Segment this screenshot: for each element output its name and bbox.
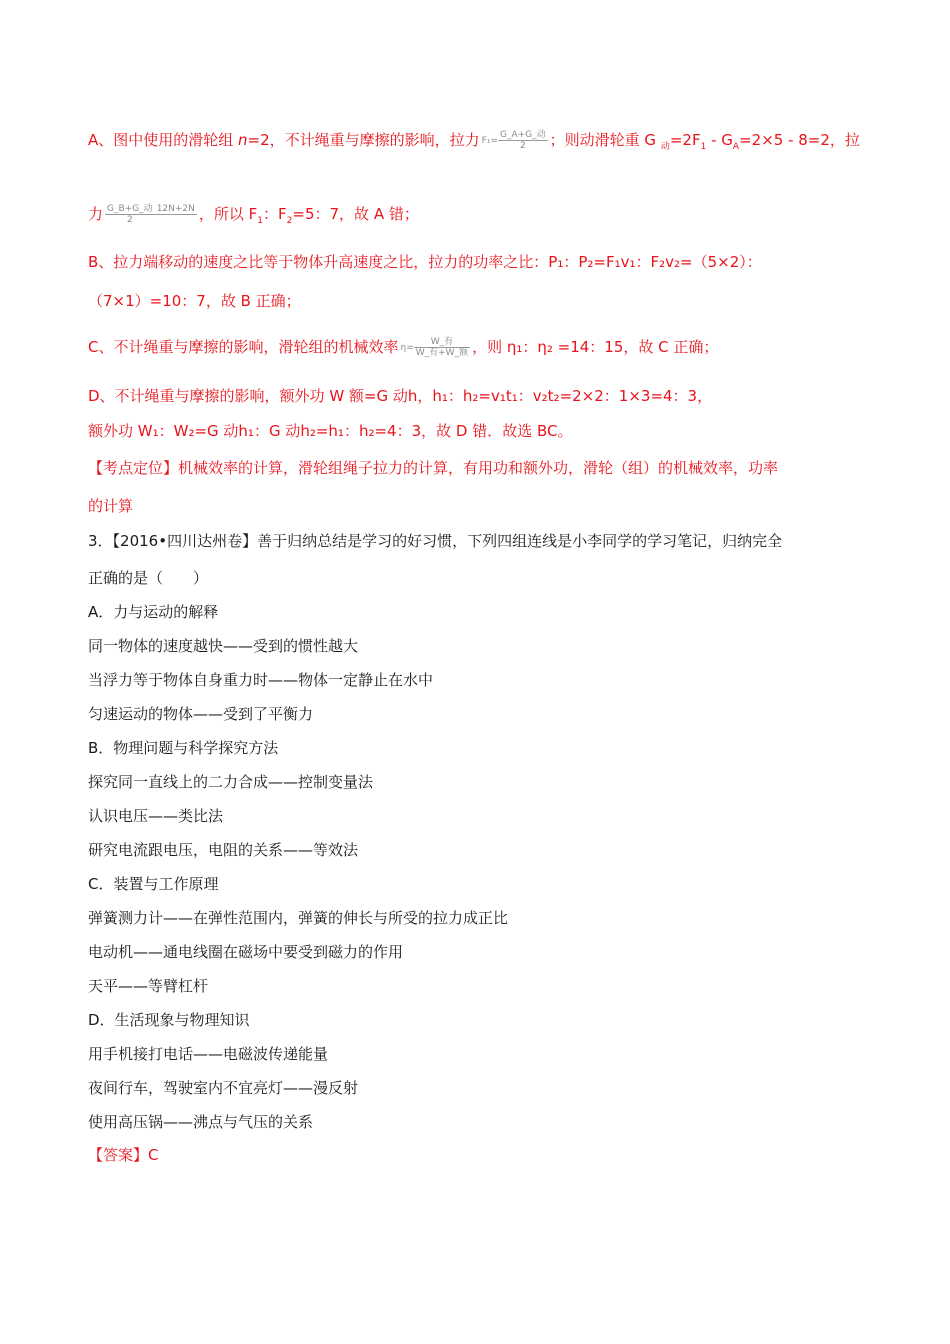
question-line: 当浮力等于物体自身重力时——物体一定静止在水中	[88, 671, 434, 689]
question-stem-2: 正确的是（ ）	[88, 569, 209, 587]
solution-b-line-2: （7×1）=10：7，故 B 正确；	[88, 292, 301, 310]
question-line: 使用高压锅——沸点与气压的关系	[88, 1113, 314, 1131]
solution-a-rest: =2F	[669, 131, 701, 149]
solution-a-line-2	[88, 204, 419, 231]
solution-a2-text: ，所以 F	[198, 205, 258, 223]
solution-d-line-2: 额外功 W₁：W₂=G 动h₁：G 动h₂=h₁：h₂=4：3，故 D 错．故选 BC。	[88, 422, 573, 440]
formula-f1-den: 2	[519, 141, 526, 151]
formula-f2-den: 2	[126, 215, 133, 225]
formula-f2	[105, 204, 197, 225]
solution-a-rest3: =2×5 - 8=2，拉	[739, 131, 860, 149]
solution-a2-s2: 2	[286, 216, 293, 226]
formula-efficiency	[400, 337, 470, 358]
question-line: 夜间行车，驾驶室内不宜亮灯——漫反射	[88, 1079, 359, 1097]
solution-a-eq: =2，不计绳重与摩擦的影响，拉力	[247, 131, 480, 149]
solution-a2-prefix: 力	[88, 205, 104, 223]
kaodian-line-2: 的计算	[88, 497, 134, 515]
formula-f2-num1: G_B+G_动	[107, 204, 153, 214]
question-line: 电动机——通电线圈在磁场中要受到磁力的作用	[88, 943, 404, 961]
solution-a-line-1	[88, 130, 860, 157]
question-line: 同一物体的速度越快——受到的惯性越大	[88, 637, 359, 655]
answer-line: 【答案】C	[88, 1146, 159, 1164]
solution-d-line-1: D、不计绳重与摩擦的影响，额外功 W 额=G 动h，h₁：h₂=v₁t₁：v₂t₂=2×2：1×3=4：3，	[88, 387, 713, 405]
solution-a-sub-dong: 动	[660, 142, 670, 152]
solution-c-rest: ，则 η₁：η₂ =14：15，故 C 正确；	[472, 338, 719, 356]
formula-f2-num2: 12N+2N	[156, 204, 195, 214]
solution-a-rest2: - G	[706, 131, 733, 149]
question-line: 天平——等臂杠杆	[88, 977, 209, 995]
solution-a-mid: ；则动滑轮重 G	[549, 131, 661, 149]
kaodian-line-1: 【考点定位】机械效率的计算，滑轮组绳子拉力的计算，有用功和额外功，滑轮（组）的机械效率，功率	[88, 459, 779, 477]
solution-c-line	[88, 337, 718, 358]
formula-f1-num: G_A+G_动	[500, 130, 546, 140]
formula-f1-lhs: F₁=	[481, 136, 498, 146]
question-line: 探究同一直线上的二力合成——控制变量法	[88, 773, 374, 791]
formula-eff-den: W_有+W_额	[415, 348, 469, 358]
solution-a-sub1: 1	[700, 142, 707, 152]
solution-a2-colon: ：F	[263, 205, 287, 223]
solution-b-line-1: B、拉力端移动的速度之比等于物体升高速度之比，拉力的功率之比：P₁：P₂=F₁v₁：F₂v₂=（5×2）：	[88, 253, 762, 271]
question-line: 认识电压——类比法	[88, 807, 224, 825]
solution-a2-rest: =5：7，故 A 错；	[292, 205, 419, 223]
formula-eff-lhs: η=	[400, 343, 414, 353]
question-line: 弹簧测力计——在弹性范围内，弹簧的伸长与所受的拉力成正比	[88, 909, 509, 927]
question-line: C．装置与工作原理	[88, 875, 219, 893]
solution-a-subA: A	[732, 142, 740, 152]
solution-a-prefix: A、图中使用的滑轮组	[88, 131, 239, 149]
question-line: 匀速运动的物体——受到了平衡力	[88, 705, 314, 723]
formula-eff-num: W_有	[414, 337, 470, 348]
solution-c-text: C、不计绳重与摩擦的影响，滑轮组的机械效率	[88, 338, 399, 356]
question-stem-1: 3．【2016•四川达州卷】善于归纳总结是学习的好习惯，下列四组连线是小李同学的学习笔记，归纳完全	[88, 532, 783, 550]
question-line: A．力与运动的解释	[88, 603, 219, 621]
question-line: 用手机接打电话——电磁波传递能量	[88, 1045, 329, 1063]
solution-a-n: n	[238, 131, 248, 149]
formula-f1	[482, 130, 548, 151]
question-line: 研究电流跟电压，电阻的关系——等效法	[88, 841, 359, 859]
question-line: D．生活现象与物理知识	[88, 1011, 250, 1029]
solution-a2-s1: 1	[257, 216, 264, 226]
question-line: B．物理问题与科学探究方法	[88, 739, 279, 757]
